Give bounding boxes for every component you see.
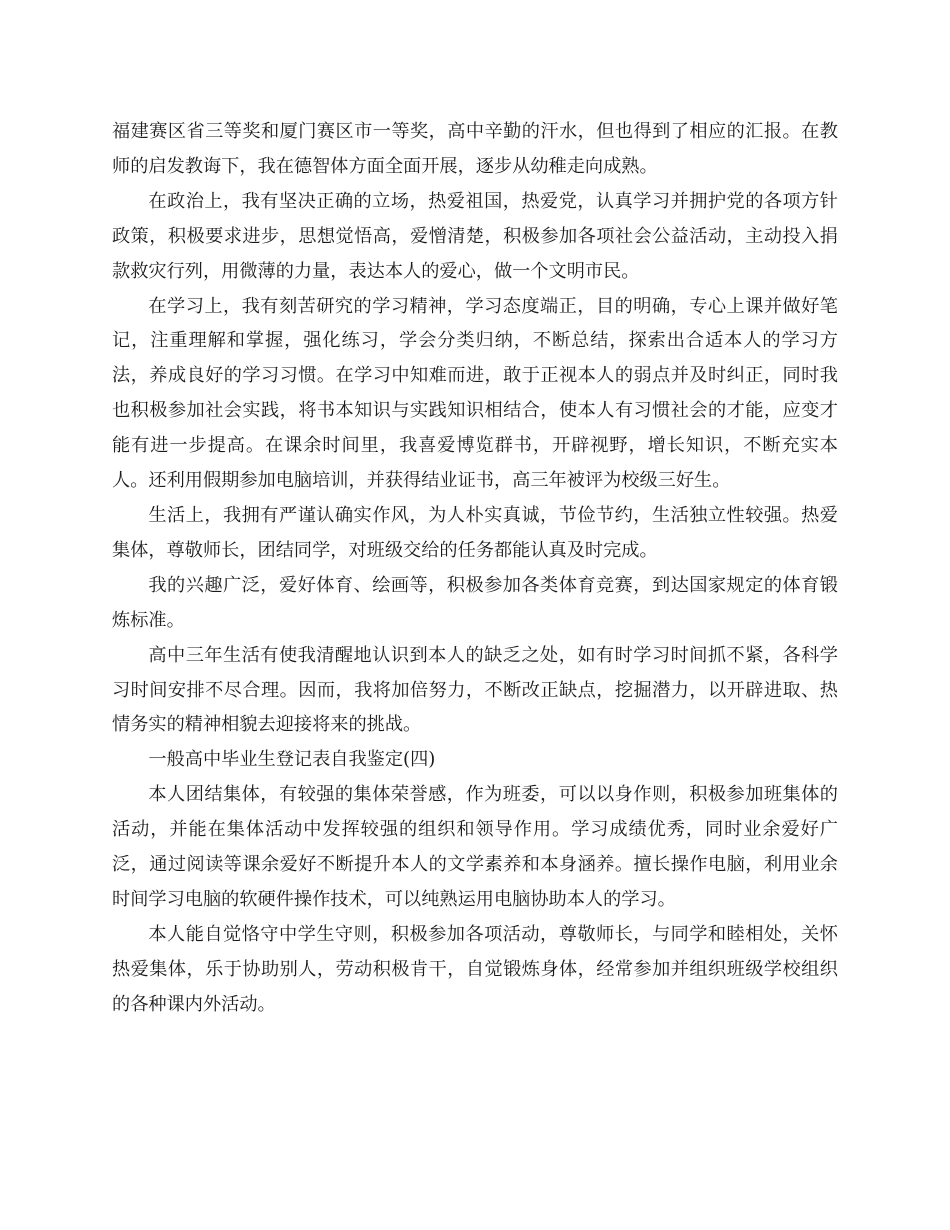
paragraph-5: 我的兴趣广泛，爱好体育、绘画等，积极参加各类体育竞赛，到达国家规定的体育锻炼标准。: [112, 574, 838, 631]
section-heading: 一般高中毕业生登记表自我鉴定(四): [148, 749, 436, 771]
paragraph-2: 在政治上，我有坚决正确的立场，热爱祖国，热爱党，认真学习并拥护党的各项方针政策，积极要求进步，思想觉悟高，爱憎清楚，积极参加各项社会公益活动，主动投入捐款救灾行列，用微薄的力量，表达本人的爱心，做一个文明市民。: [112, 190, 838, 282]
paragraph-6: 高中三年生活有使我清醒地认识到本人的缺乏之处，如有时学习时间抓不紧，各科学习时间安排不尽合理。因而，我将加倍努力，不断改正缺点，挖掘潜力，以开辟进取、热情务实的精神相貌去迎接将来的挑战。: [112, 644, 838, 736]
document-body: [112, 115, 838, 1023]
paragraph-8: 本人能自觉恪守中学生守则，积极参加各项活动，尊敬师长，与同学和睦相处，关怀热爱集体，乐于协助别人，劳动积极肯干，自觉锻炼身体，经常参加并组织班级学校组织的各种课内外活动。: [112, 923, 838, 1015]
paragraph-3: 在学习上，我有刻苦研究的学习精神，学习态度端正，目的明确，专心上课并做好笔记，注重理解和掌握，强化练习，学会分类归纳，不断总结，探索出合适本人的学习方法，养成良好的学习习惯。在学习中知难而进，敢于正视本人的弱点并及时纠正，同时我也积极参加社会实践，将书本知识与实践知识相结合，使本人有习惯社会的才能，应变才能有进一步提高。在课余时间里，我喜爱博览群书，开辟视野，增长知识，不断充实本人。还利用假期参加电脑培训，并获得结业证书，高三年被评为校级三好生。: [112, 295, 838, 492]
paragraph-4: 生活上，我拥有严谨认确实作风，为人朴实真诚，节俭节约，生活独立性较强。热爱集体，尊敬师长，团结同学，对班级交给的任务都能认真及时完成。: [112, 504, 838, 561]
paragraph-7: 本人团结集体，有较强的集体荣誉感，作为班委，可以以身作则，积极参加班集体的活动，并能在集体活动中发挥较强的组织和领导作用。学习成绩优秀，同时业余爱好广泛，通过阅读等课余爱好不断提升本人的文学素养和本身涵养。擅长操作电脑，利用业余时间学习电脑的软硬件操作技术，可以纯熟运用电脑协助本人的学习。: [112, 784, 838, 910]
paragraph-1: 福建赛区省三等奖和厦门赛区市一等奖，高中辛勤的汗水，但也得到了相应的汇报。在教师的启发教诲下，我在德智体方面全面开展，逐步从幼稚走向成熟。: [112, 121, 838, 177]
